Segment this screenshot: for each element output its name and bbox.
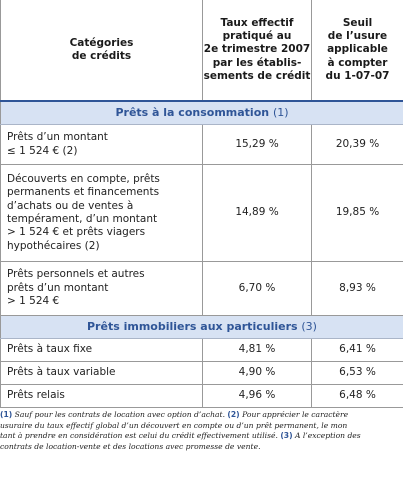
section-note: (1) [272, 105, 289, 119]
table-row [1, 385, 403, 408]
row-threshold: 6,41 % [312, 339, 403, 362]
table-row [1, 339, 403, 362]
table-row [1, 125, 403, 165]
footnote-text-2a: Pour apprécier le caractère [239, 410, 349, 419]
table-row [1, 362, 403, 385]
footnote-marker-3: (3) [280, 431, 293, 441]
row-label: Prêts personnels et autres prêts d’un montant > 1 524 € [1, 262, 203, 316]
section-consumer-loans [1, 101, 403, 125]
footnote-text-2c: tant à prendre en considération est celui du crédit effectivement utilisé. [0, 431, 281, 441]
footnote-text-3b: contrats de location-vente et des locations avec promesse de vente. [0, 441, 261, 451]
row-label: Prêts à taux fixe [1, 339, 203, 362]
row-label: Prêts relais [1, 385, 203, 408]
footnote-text-2b: usuraire du taux effectif global d’un découvert en compte ou d’un prêt permanent, le mon [0, 420, 348, 430]
table-row [1, 262, 403, 316]
header-usury-threshold: Seuil de l’usure applicable à compter du 1-07-07 [312, 0, 403, 101]
section-mortgage-loans [1, 316, 403, 339]
section-title: Prêts immobiliers aux particuliers [87, 319, 298, 333]
row-rate: 6,70 % [203, 262, 312, 316]
row-label: Prêts à taux variable [1, 362, 203, 385]
footnote-text-3a: A l’exception des [292, 431, 361, 441]
section-title: Prêts à la consommation [115, 105, 270, 119]
footnote-marker-2: (2) [227, 410, 240, 419]
row-rate: 4,90 % [203, 362, 312, 385]
row-label: Découverts en compte, prêts permanents et financements d’achats ou de ventes à tempérament, d’un montant > 1 524 € et prêts viagers hypothécaires (2) [1, 165, 203, 262]
row-threshold: 8,93 % [312, 262, 403, 316]
footnote-marker-1: (1) [0, 410, 13, 419]
row-threshold: 6,53 % [312, 362, 403, 385]
footnotes [0, 410, 403, 453]
row-label: Prêts d’un montant ≤ 1 524 € (2) [1, 125, 203, 165]
section-note: (3) [301, 319, 317, 333]
footnote-text-1: Sauf pour les contrats de location avec option d’achat. [12, 410, 228, 419]
row-threshold: 20,39 % [312, 125, 403, 165]
table-header [1, 0, 403, 101]
row-rate: 4,96 % [203, 385, 312, 408]
header-categories: Catégories de crédits [1, 0, 203, 101]
table-row [1, 165, 403, 262]
row-threshold: 19,85 % [312, 165, 403, 262]
row-rate: 15,29 % [203, 125, 312, 165]
row-threshold: 6,48 % [312, 385, 403, 408]
row-rate: 4,81 % [203, 339, 312, 362]
row-rate: 14,89 % [203, 165, 312, 262]
header-effective-rate: Taux effectif pratiqué au 2e trimestre 2007 par les établis- sements de crédit [203, 0, 312, 101]
